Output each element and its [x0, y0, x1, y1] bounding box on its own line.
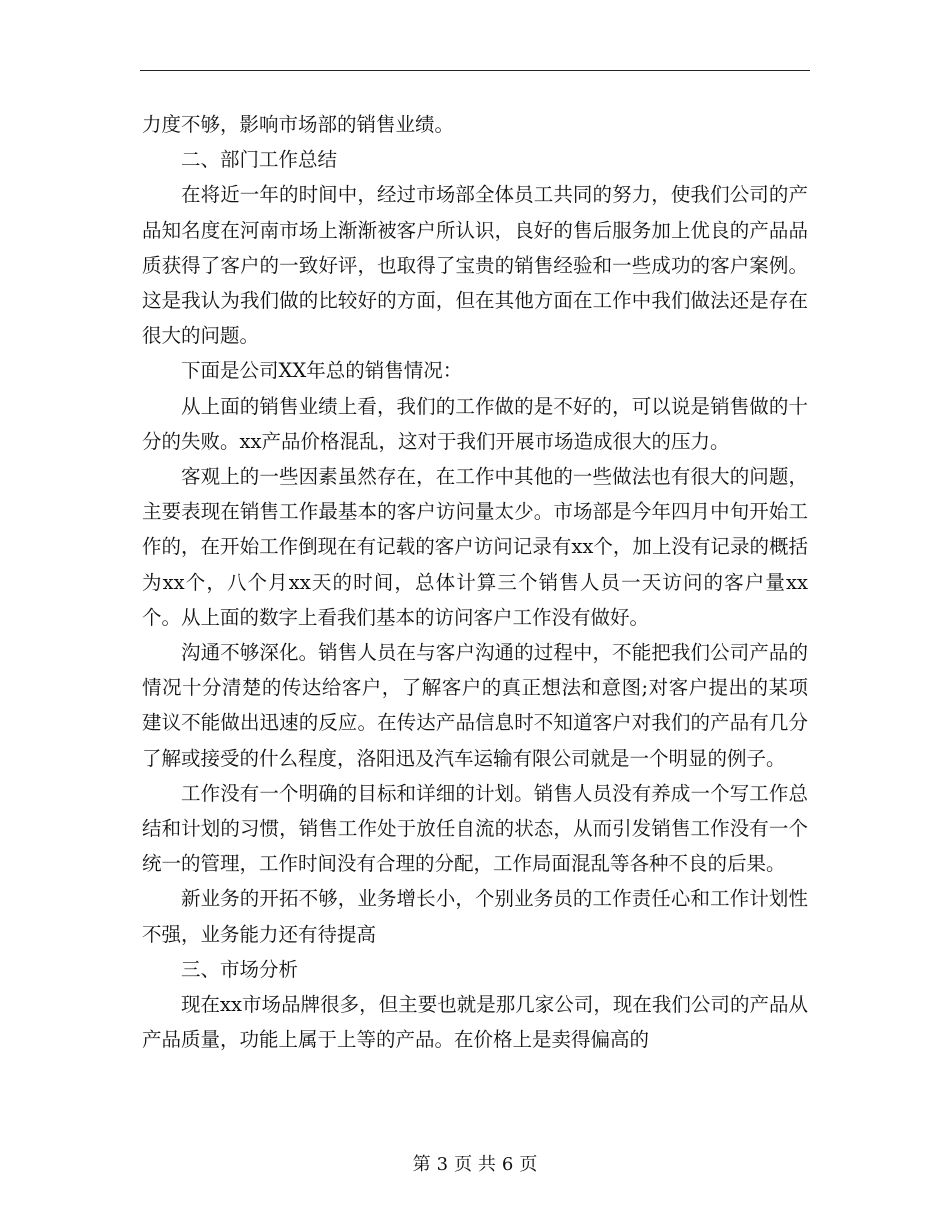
document-body — [142, 107, 808, 1057]
header-rule — [140, 70, 810, 71]
footer-current-page: 3 — [436, 1154, 449, 1175]
footer-middle: 页 共 — [454, 1154, 496, 1175]
footer-total-pages: 6 — [501, 1154, 514, 1175]
footer-suffix: 页 — [519, 1154, 538, 1175]
paragraph-new-business: 新业务的开拓不够，业务增长小，个别业务员的工作责任心和工作计划性不强，业务能力还有待提高 — [142, 887, 808, 946]
page-footer — [0, 1155, 950, 1175]
paragraph-continuation: 力度不够，影响市场部的销售业绩。 — [142, 113, 455, 136]
section-heading-department-summary: 二、部门工作总结 — [181, 148, 338, 172]
footer-prefix: 第 — [412, 1154, 431, 1175]
paragraph-sales-intro: 下面是公司XX年总的销售情况： — [181, 359, 463, 383]
paragraph-market: 现在xx市场品牌很多，但主要也就是那几家公司，现在我们公司的产品从产品质量，功能上属于上等的产品。在价格上是卖得偏高的 — [142, 993, 808, 1052]
paragraph-summary: 在将近一年的时间中，经过市场部全体员工共同的努力，使我们公司的产品知名度在河南市场上渐渐被客户所认识，良好的售后服务加上优良的产品品质获得了客户的一致好评，也取得了宝贵的销售经验和一些成功的客户案例。这是我认为我们做的比较好的方面，但在其他方面在工作中我们做法还是存在很大的问题。 — [142, 183, 808, 348]
paragraph-planning: 工作没有一个明确的目标和详细的计划。销售人员没有养成一个写工作总结和计划的习惯，销售工作处于放任自流的状态，从而引发销售工作没有一个统一的管理，工作时间没有合理的分配，工作局面混乱等各种不良的后果。 — [142, 781, 808, 876]
paragraph-communication: 沟通不够深化。销售人员在与客户沟通的过程中，不能把我们公司产品的情况十分清楚的传达给客户，了解客户的真正想法和意图;对客户提出的某项建议不能做出迅速的反应。在传达产品信息时不知道客户对我们的产品有几分了解或接受的什么程度，洛阳迅及汽车运输有限公司就是一个明显的例子。 — [142, 641, 808, 770]
section-heading-market-analysis: 三、市场分析 — [181, 957, 299, 981]
paragraph-sales-performance: 从上面的销售业绩上看，我们的工作做的是不好的，可以说是销售做的十分的失败。xx产品价格混乱，这对于我们开展市场造成很大的压力。 — [142, 394, 808, 453]
paragraph-visit-volume: 客观上的一些因素虽然存在，在工作中其他的一些做法也有很大的问题，主要表现在销售工作最基本的客户访问量太少。市场部是今年四月中旬开始工作的，在开始工作倒现在有记载的客户访问记录有xx个，加上没有记录的概括为xx个，八个月xx天的时间，总体计算三个销售人员一天访问的客户量xx个。从上面的数字上看我们基本的访问客户工作没有做好。 — [142, 465, 808, 629]
